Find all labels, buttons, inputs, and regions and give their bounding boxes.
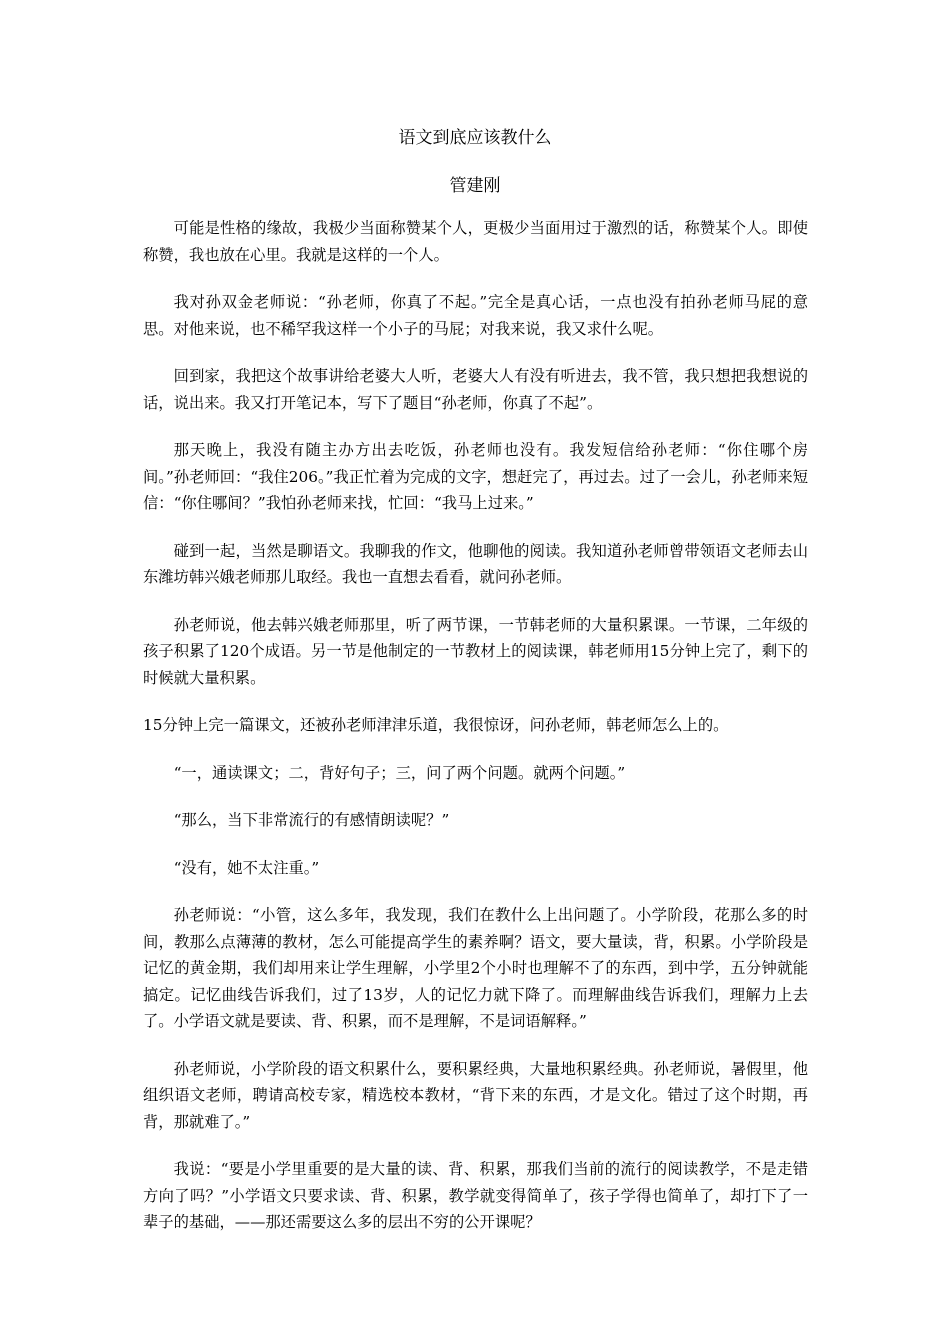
paragraph-4: 那天晚上，我没有随主办方出去吃饭，孙老师也没有。我发短信给孙老师：“你住哪个房间。”孙老师回：“我住206。”我正忙着为完成的文字，想赶完了，再过去。过了一会儿，孙老师来短信：“你住哪间？”我怕孙老师来找，忙回：“我马上过来。”	[143, 441, 808, 512]
paragraph-5: 碰到一起，当然是聊语文。我聊我的作文，他聊他的阅读。我知道孙老师曾带领语文老师去山东潍坊韩兴娥老师那儿取经。我也一直想去看看，就问孙老师。	[143, 541, 808, 586]
paragraph-2: 我对孙双金老师说：“孙老师，你真了不起。”完全是真心话，一点也没有拍孙老师马屁的意思。对他来说，也不稀罕我这样一个小子的马屁；对我来说，我又求什么呢。	[143, 293, 808, 338]
paragraph-6: 孙老师说，他去韩兴娥老师那里，听了两节课，一节韩老师的大量积累课。一节课，二年级的孩子积累了120个成语。另一节是他制定的一节教材上的阅读课，韩老师用15分钟上完了，剩下的时候就大量积累。	[143, 615, 808, 687]
paragraph-3: 回到家，我把这个故事讲给老婆大人听，老婆大人有没有听进去，我不管，我只想把我想说的话，说出来。我又打开笔记本，写下了题目“孙老师，你真了不起”。	[143, 367, 808, 412]
paragraph-12: 孙老师说，小学阶段的语文积累什么，要积累经典，大量地积累经典。孙老师说，暑假里，他组织语文老师，聘请高校专家，精选校本教材，“背下来的东西，才是文化。错过了这个时期，再背，那就难了。”	[143, 1059, 808, 1131]
document-title: 语文到底应该教什么	[398, 128, 552, 148]
paragraph-8: “一，通读课文；二，背好句子；三，问了两个问题。就两个问题。”	[173, 763, 626, 782]
paragraph-1: 可能是性格的缘故，我极少当面称赞某个人，更极少当面用过于激烈的话，称赞某个人。即使称赞，我也放在心里。我就是这样的一个人。	[143, 219, 808, 264]
paragraph-13: 我说：“要是小学里重要的是大量的读、背、积累，那我们当前的流行的阅读教学，不是走错方向了吗？”小学语文只要求读、背、积累，教学就变得简单了，孩子学得也简单了，却打下了一辈子的基础，——那还需要这么多的层出不穷的公开课呢？	[143, 1160, 808, 1231]
paragraph-9: “那么，当下非常流行的有感情朗读呢？”	[173, 811, 450, 829]
paragraph-11: 孙老师说：“小管，这么多年，我发现，我们在教什么上出问题了。小学阶段，花那么多的时间，教那么点薄薄的教材，怎么可能提高学生的素养啊？语文，要大量读，背，积累。小学阶段是记忆的黄金期，我们却用来让学生理解，小学里2个小时也理解不了的东西，到中学，五分钟就能搞定。记忆曲线告诉我们，过了13岁，人的记忆力就下降了。而理解曲线告诉我们，理解力上去了。小学语文就是要读、背、积累，而不是理解，不是词语解释。”	[143, 906, 808, 1030]
paragraph-7: 15分钟上完一篇课文，还被孙老师津津乐道，我很惊讶，问孙老师，韩老师怎么上的。	[143, 716, 729, 734]
document-author: 管建刚	[449, 176, 501, 196]
paragraph-10: “没有，她不太注重。”	[173, 858, 320, 877]
document-body	[143, 215, 808, 1257]
